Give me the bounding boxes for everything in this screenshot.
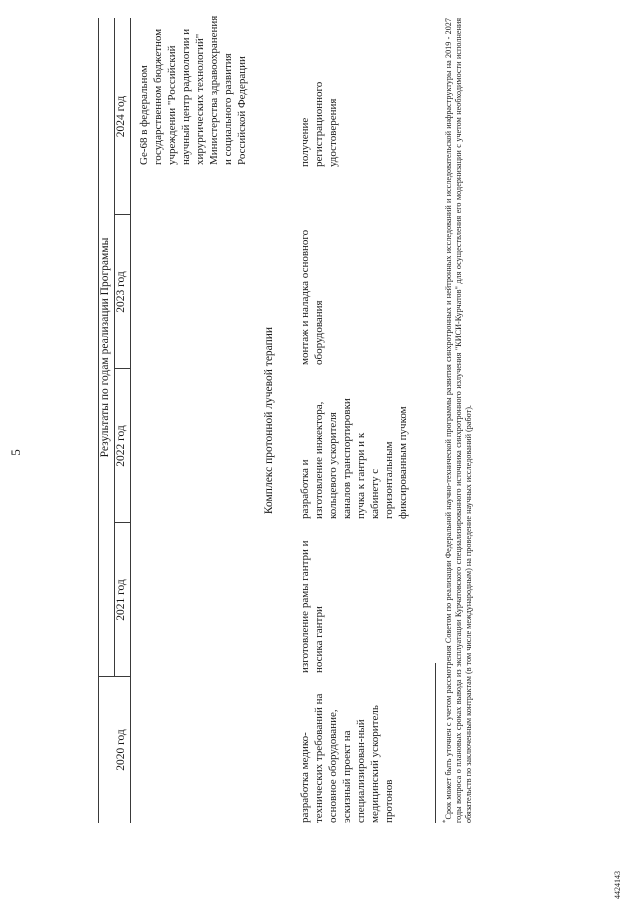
- footnote-mark: *: [441, 819, 450, 823]
- header-bottom-rule: [130, 18, 131, 823]
- row2-2023-cell: монтаж и наладка основного оборудования: [299, 229, 325, 365]
- row1-2024-cell: Ge-68 в федеральном государственном бюджетном учреждении "Российский научный центр радиологии и хирургических технологий" Министерства здравоохранения и социального развития Российской Федерации: [138, 15, 248, 165]
- row2-2021-cell: изготовление рамы гантри и носика гантри: [299, 540, 325, 673]
- section-heading: Комплекс протонной лучевой терапии: [263, 326, 275, 515]
- year-header-2023: 2023 год: [115, 271, 127, 313]
- year-header-2020: 2020 год: [115, 729, 127, 771]
- footnote-separator: [435, 663, 436, 823]
- year-header-2021: 2021 год: [115, 579, 127, 621]
- document-code: 4424143: [613, 871, 622, 899]
- group-header: Результаты по годам реализации Программы: [99, 237, 111, 458]
- row2-2024-cell: получение регистрационного удостоверения: [299, 81, 339, 167]
- footnote: [441, 18, 475, 823]
- year-header-2022: 2022 год: [115, 425, 127, 467]
- year-header-2024: 2024 год: [115, 95, 127, 138]
- page-number: 5: [8, 449, 23, 456]
- footnote-text: Срок может быть уточнен с учетом рассмотрения Советом по реализации Федеральной научно-технической программы развития синхротронных и нейтронных исследований и исследовательской инфраструктуры на 2019 - 2027 годы вопроса о плановых сроках вывода из эксплуатации Курчатовского специализированного источника синхротронного излучения "КИСИ-Курчатов" для осуществления его модернизации с учетом необходимости исполнения обязательств по заключенным контрактам (в том числе международным) на проведение научных исследований (работ).: [444, 18, 474, 823]
- row2-2022-cell: разработка и изготовление инжектора, кольцевого ускорителя каналов транспортировки пучка к гантри и к кабинету с горизонтальным фиксированным пучком: [299, 398, 409, 519]
- row2-2020-cell: разработка медико-технических требований на основное оборудование, эскизный проект на специализирован-ный медицинский ускоритель протонов: [299, 693, 395, 823]
